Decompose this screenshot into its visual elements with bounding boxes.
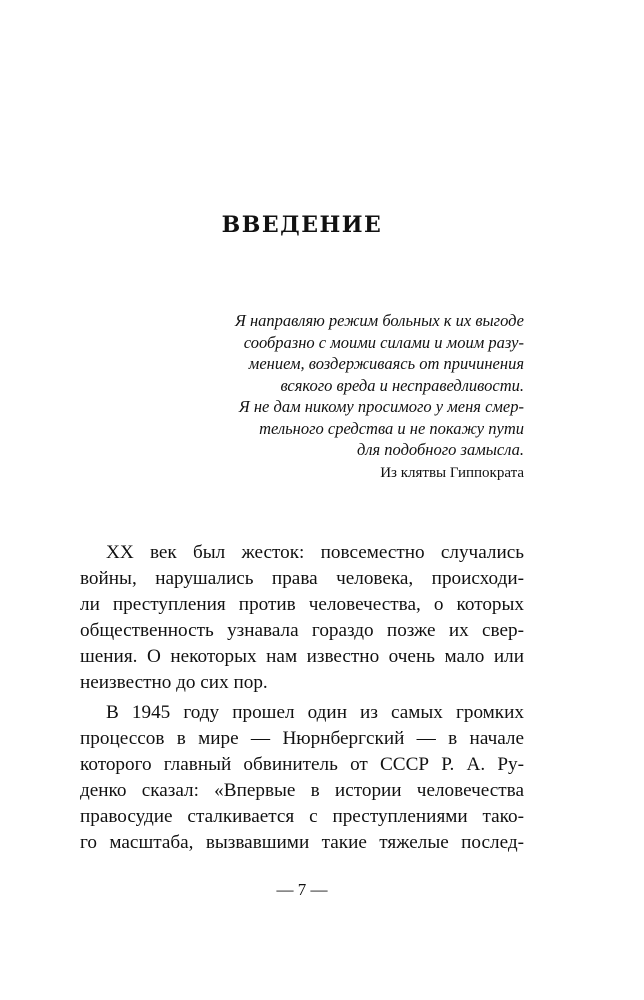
epigraph-line: Я направляю режим больных к их выгоде: [234, 311, 524, 330]
paragraph: [80, 700, 524, 856]
paragraph-line: шения. О некоторых нам известно очень мало или: [80, 646, 524, 667]
body-text: [80, 540, 524, 856]
epigraph: [150, 310, 524, 484]
paragraph-line: правосудие сталкивается с преступлениями тако-: [80, 806, 524, 827]
page-number: — 7 —: [276, 880, 328, 899]
epigraph-line: тельного средства и не покажу пути: [259, 418, 524, 438]
paragraph-line: ли преступления против человечества, о которых: [80, 594, 524, 615]
paragraph-line: процессов в мире — Нюрнбергский — в начале: [80, 728, 524, 749]
epigraph-line: для подобного замысла.: [356, 440, 524, 459]
paragraph-line: общественность узнавала гораздо позже их свер-: [80, 620, 524, 641]
epigraph-line: Я не дам никому просимого у меня смер-: [238, 397, 524, 416]
paragraph-line: неизвестно до сих пор.: [80, 672, 268, 693]
chapter-heading: ВВЕДЕНИЕ: [221, 212, 383, 238]
epigraph-line: мением, воздерживаясь от причинения: [248, 354, 524, 373]
paragraph: [80, 540, 524, 696]
epigraph-line: сообразно с моими силами и моим разу-: [243, 332, 524, 352]
epigraph-attribution: Из клятвы Гиппократа: [380, 464, 524, 481]
epigraph-line: всякого вреда и несправедливости.: [280, 375, 524, 395]
paragraph-line: денко сказал: «Впервые в истории человечества: [80, 780, 524, 801]
paragraph-line: В 1945 году прошел один из самых громких: [106, 702, 524, 723]
paragraph-line: которого главный обвинитель от СССР Р. А. Ру-: [80, 754, 524, 775]
paragraph-line: войны, нарушались права человека, происходи-: [80, 568, 524, 589]
paragraph-line: XX век был жесток: повсеместно случались: [106, 542, 524, 563]
paragraph-line: го масштаба, вызвавшими такие тяжелые послед-: [80, 832, 524, 853]
